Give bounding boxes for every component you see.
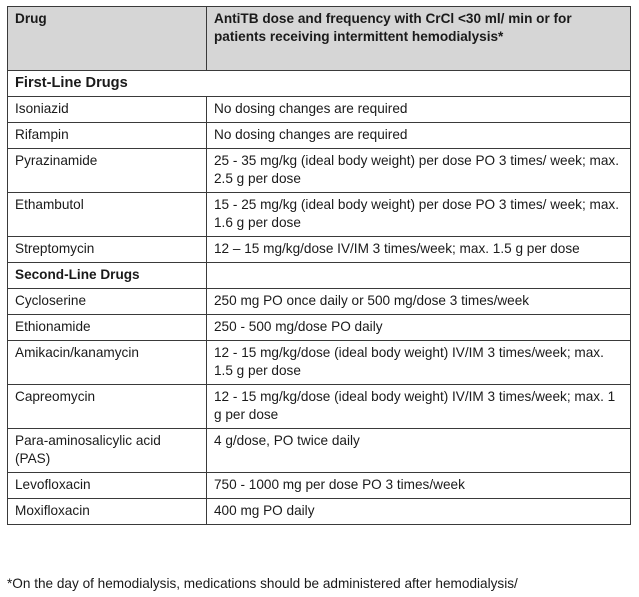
table-row: [8, 341, 631, 385]
footnote: *On the day of hemodialysis, medications should be administered after hemodialysis/: [7, 576, 518, 591]
table-row: [8, 149, 631, 193]
section-empty-cell: [207, 263, 631, 289]
dose-cell: 12 - 15 mg/kg/dose (ideal body weight) IV/IM 3 times/week; max. 1.5 g per dose: [207, 341, 631, 385]
table-row: [8, 429, 631, 473]
section-row-second-line: [8, 263, 631, 289]
dose-cell: 250 mg PO once daily or 500 mg/dose 3 times/week: [207, 289, 631, 315]
dose-cell: 750 - 1000 mg per dose PO 3 times/week: [207, 473, 631, 499]
dose-cell: 250 - 500 mg/dose PO daily: [207, 315, 631, 341]
table-row: [8, 193, 631, 237]
section-row-first-line: [8, 71, 631, 97]
drug-cell: Levofloxacin: [8, 473, 207, 499]
table-row: [8, 97, 631, 123]
drug-cell: Cycloserine: [8, 289, 207, 315]
dose-cell: 15 - 25 mg/kg (ideal body weight) per dose PO 3 times/ week; max. 1.6 g per dose: [207, 193, 631, 237]
dose-cell: 400 mg PO daily: [207, 499, 631, 525]
dose-cell: 4 g/dose, PO twice daily: [207, 429, 631, 473]
drug-cell: Capreomycin: [8, 385, 207, 429]
table-row: [8, 385, 631, 429]
section-title: First-Line Drugs: [8, 71, 631, 97]
header-dose: AntiTB dose and frequency with CrCl <30 ml/ min or for patients receiving intermittent hemodialysis*: [207, 7, 631, 71]
drug-cell: Isoniazid: [8, 97, 207, 123]
table-row: [8, 473, 631, 499]
drug-cell: Ethionamide: [8, 315, 207, 341]
header-row: [8, 7, 631, 71]
table-row: [8, 237, 631, 263]
header-drug: Drug: [8, 7, 207, 71]
table-row: [8, 315, 631, 341]
section-title: Second-Line Drugs: [8, 263, 207, 289]
drug-cell: Rifampin: [8, 123, 207, 149]
dosing-table: [7, 6, 631, 525]
table-row: [8, 289, 631, 315]
dose-cell: 12 - 15 mg/kg/dose (ideal body weight) IV/IM 3 times/week; max. 1 g per dose: [207, 385, 631, 429]
table-row: [8, 123, 631, 149]
dose-cell: No dosing changes are required: [207, 97, 631, 123]
table-row: [8, 499, 631, 525]
drug-cell: Para-aminosalicylic acid (PAS): [8, 429, 207, 473]
drug-cell: Streptomycin: [8, 237, 207, 263]
drug-cell: Pyrazinamide: [8, 149, 207, 193]
drug-cell: Ethambutol: [8, 193, 207, 237]
dose-cell: 12 – 15 mg/kg/dose IV/IM 3 times/week; max. 1.5 g per dose: [207, 237, 631, 263]
dose-cell: No dosing changes are required: [207, 123, 631, 149]
drug-cell: Moxifloxacin: [8, 499, 207, 525]
drug-cell: Amikacin/kanamycin: [8, 341, 207, 385]
dose-cell: 25 - 35 mg/kg (ideal body weight) per dose PO 3 times/ week; max. 2.5 g per dose: [207, 149, 631, 193]
